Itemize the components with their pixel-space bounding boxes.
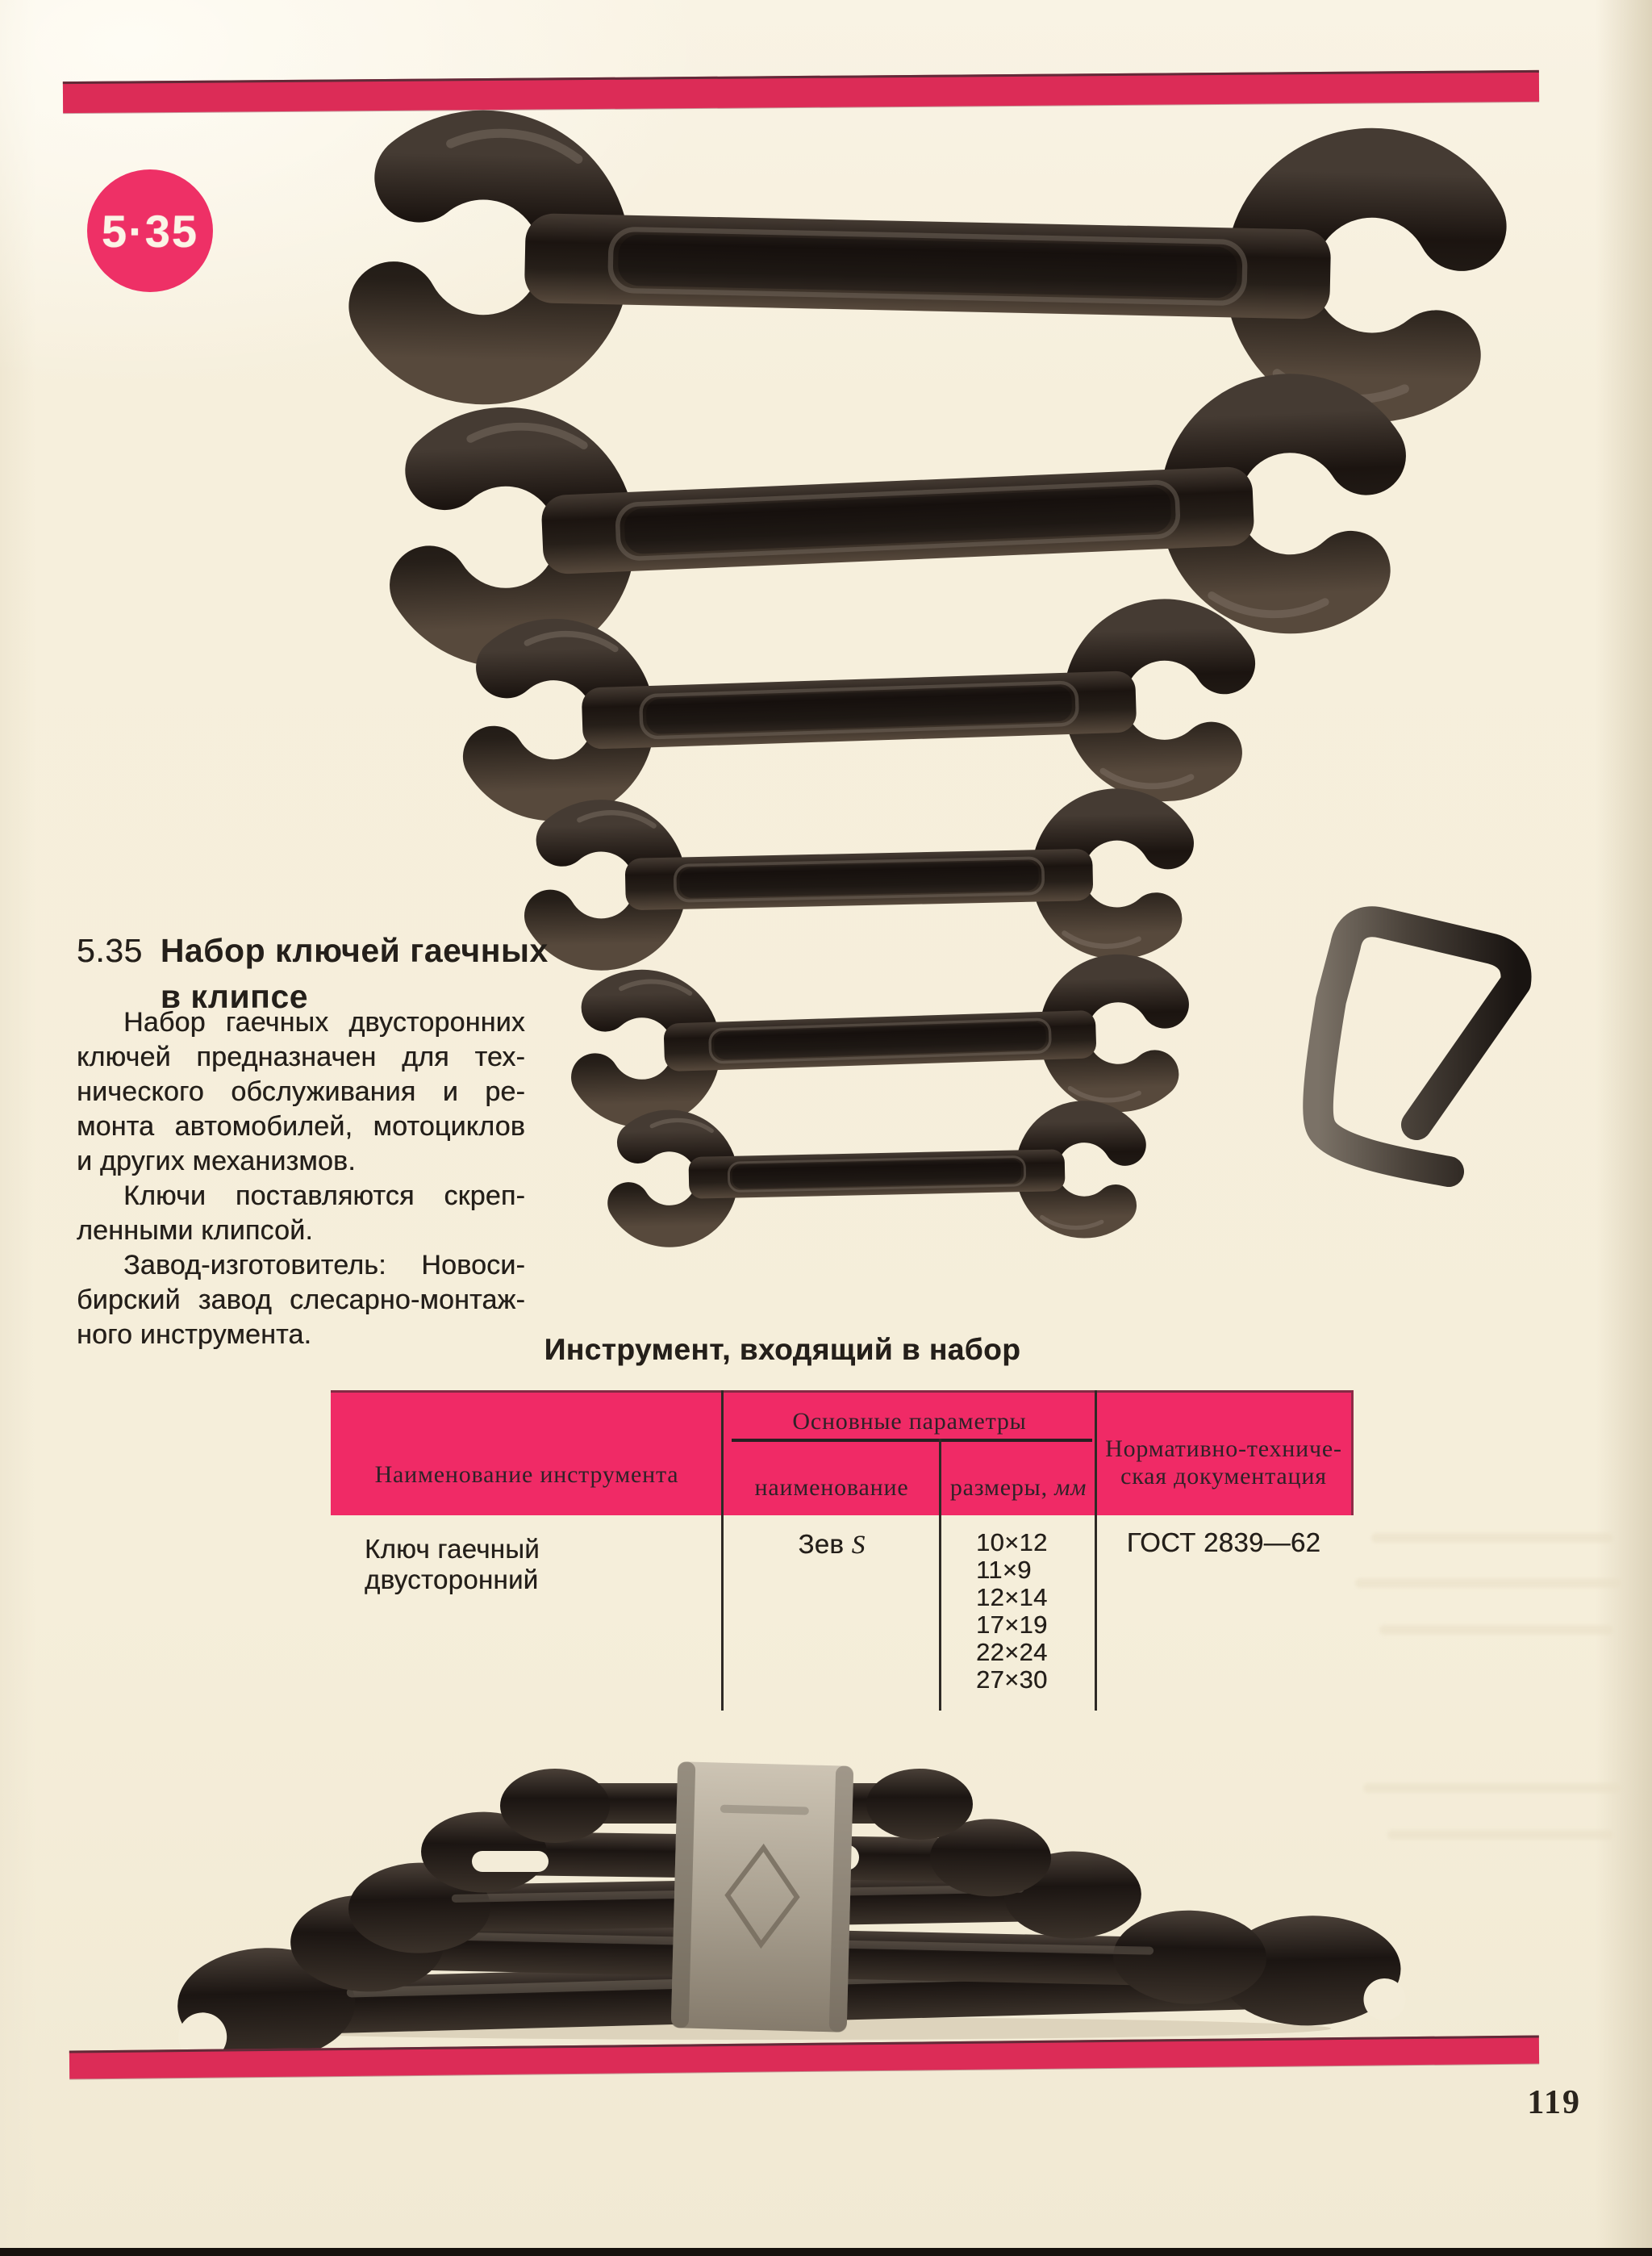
table-vertical-rule bbox=[939, 1439, 941, 1711]
page-bleedthrough-smudge bbox=[1371, 1533, 1613, 1543]
description-line: Ключи поставляются скреп- bbox=[123, 1180, 525, 1211]
column-header-param-name: наименование bbox=[754, 1474, 909, 1501]
wrench-set-in-clip-photo bbox=[161, 1719, 1436, 2058]
scan-edge-strip bbox=[0, 2248, 1652, 2256]
table-title: Инструмент, входящий в набор bbox=[544, 1333, 1021, 1366]
size-value: 11×9 bbox=[976, 1556, 1032, 1584]
page-number: 119 bbox=[1527, 2084, 1581, 2121]
wrench-11x9-illustration bbox=[592, 965, 1168, 1116]
column-header-docs: Нормативно-техниче- ская документация bbox=[1105, 1435, 1342, 1489]
wrench-12x14-illustration bbox=[549, 801, 1170, 958]
wrench-10x12-illustration bbox=[627, 1111, 1127, 1237]
wrench-17x19-illustration bbox=[490, 613, 1228, 807]
description-line: монта автомобилей, мотоциклов bbox=[77, 1111, 525, 1142]
clip-band bbox=[671, 1761, 854, 2032]
size-value: 27×30 bbox=[976, 1665, 1048, 1694]
page-bleedthrough-smudge bbox=[1379, 1625, 1613, 1635]
size-value: 17×19 bbox=[976, 1611, 1048, 1639]
section-title-line1: Набор ключей гаечных bbox=[160, 932, 549, 969]
description-line: Завод-изготовитель: Новоси- bbox=[123, 1250, 525, 1280]
size-value: 22×24 bbox=[976, 1638, 1048, 1666]
wrench-22x24-illustration bbox=[423, 391, 1373, 650]
section-badge bbox=[87, 169, 213, 292]
clip-illustration bbox=[1318, 921, 1516, 1172]
size-value: 10×12 bbox=[976, 1528, 1048, 1556]
params-group-underline bbox=[732, 1439, 1092, 1442]
row-param-name: Зев S bbox=[798, 1529, 866, 1560]
page-bleedthrough-smudge bbox=[1355, 1578, 1621, 1588]
tools-table bbox=[331, 1390, 1351, 1713]
description-line: ключей предназначен для тех- bbox=[77, 1042, 525, 1072]
column-header-params-group: Основные параметры bbox=[792, 1408, 1027, 1435]
description-line: нического обслуживания и ре- bbox=[77, 1076, 525, 1107]
section-badge-label: 5·35 bbox=[101, 205, 199, 257]
section-title-line2: в клипсе bbox=[160, 978, 309, 1015]
description-line: ного инструмента. bbox=[77, 1319, 312, 1350]
row-sizes-list bbox=[976, 1529, 1105, 1694]
param-symbol: S bbox=[851, 1531, 866, 1560]
description-line: ленными клипсой. bbox=[77, 1215, 313, 1246]
column-header-param-size: размеры, мм bbox=[949, 1474, 1087, 1501]
size-value: 12×14 bbox=[976, 1583, 1048, 1611]
column-header-name: Наименование инструмента bbox=[374, 1461, 679, 1488]
description-line: бирский завод слесарно-монтаж- bbox=[77, 1285, 525, 1315]
description-line: Набор гаечных двусторонних bbox=[123, 1007, 525, 1038]
section-number: 5.35 bbox=[77, 932, 143, 969]
description-line: и других механизмов. bbox=[77, 1146, 356, 1176]
size-unit: мм bbox=[1054, 1474, 1087, 1501]
wrench-27x30-illustration bbox=[392, 131, 1463, 401]
section-description bbox=[77, 1005, 525, 1352]
row-doc-reference: ГОСТ 2839—62 bbox=[1126, 1527, 1321, 1557]
row-tool-name: Ключ гаечный двусторонний bbox=[365, 1534, 540, 1594]
